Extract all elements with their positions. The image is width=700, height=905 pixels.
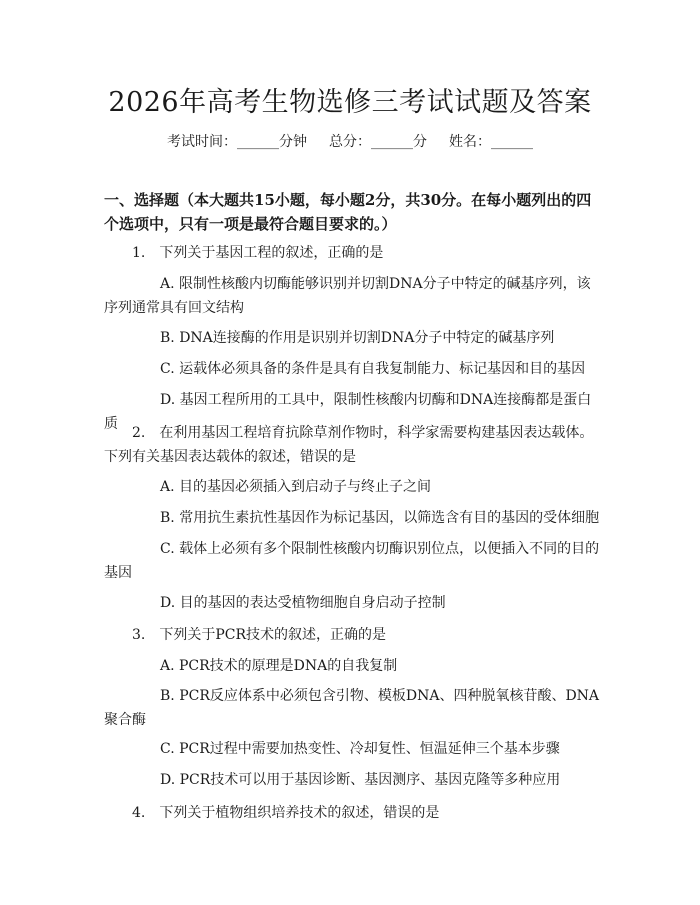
question-stem: 3. 下列关于PCR技术的叙述，正确的是 (132, 627, 387, 643)
question-option: C. PCR过程中需要加热变性、冷却复性、恒温延伸三个基本步骤 (160, 741, 560, 757)
question-stem: 1. 下列关于基因工程的叙述，正确的是 (132, 245, 384, 261)
exam-title: 2026年高考生物选修三考试试题及答案 (108, 87, 592, 118)
question-option: C. 载体上必须有多个限制性核酸内切酶识别位点，以便插入不同的目的基因 (104, 541, 600, 581)
total-score-field: 总分：______分 (329, 134, 427, 150)
section-heading: 一、选择题（本大题共15小题，每小题2分，共30分。在每小题列出的四个选项中，只有一项是最符合题目要求的。） (104, 191, 592, 233)
question-option: B. DNA连接酶的作用是识别并切割DNA分子中特定的碱基序列 (160, 330, 555, 346)
question-option: B. 常用抗生素抗性基因作为标记基因，以筛选含有目的基因的受体细胞 (160, 510, 600, 526)
question-stem: 4. 下列关于植物组织培养技术的叙述，错误的是 (132, 805, 440, 821)
question-option: A. PCR技术的原理是DNA的自我复制 (160, 658, 398, 674)
question-option: A. 目的基因必须插入到启动子与终止子之间 (160, 479, 432, 495)
exam-meta (0, 131, 700, 151)
question-option: A. 限制性核酸内切酶能够识别并切割DNA分子中特定的碱基序列，该序列通常具有回文结构 (104, 276, 591, 316)
question-stem: 2. 在利用基因工程培育抗除草剂作物时，科学家需要构建基因表达载体。下列有关基因表达载体的叙述，错误的是 (104, 425, 594, 465)
exam-time-field: 考试时间：______分钟 (167, 134, 307, 150)
student-name-field: 姓名：______ (449, 134, 533, 150)
question-option: B. PCR反应体系中必须包含引物、模板DNA、四种脱氧核苷酸、DNA聚合酶 (104, 688, 600, 728)
question-option: D. 基因工程所用的工具中，限制性核酸内切酶和DNA连接酶都是蛋白质 (104, 392, 592, 432)
question-option: C. 运载体必须具备的条件是具有自我复制能力、标记基因和目的基因 (160, 361, 586, 377)
question-option: D. PCR技术可以用于基因诊断、基因测序、基因克隆等多种应用 (160, 772, 561, 788)
question-option: D. 目的基因的表达受植物细胞自身启动子控制 (160, 595, 446, 611)
